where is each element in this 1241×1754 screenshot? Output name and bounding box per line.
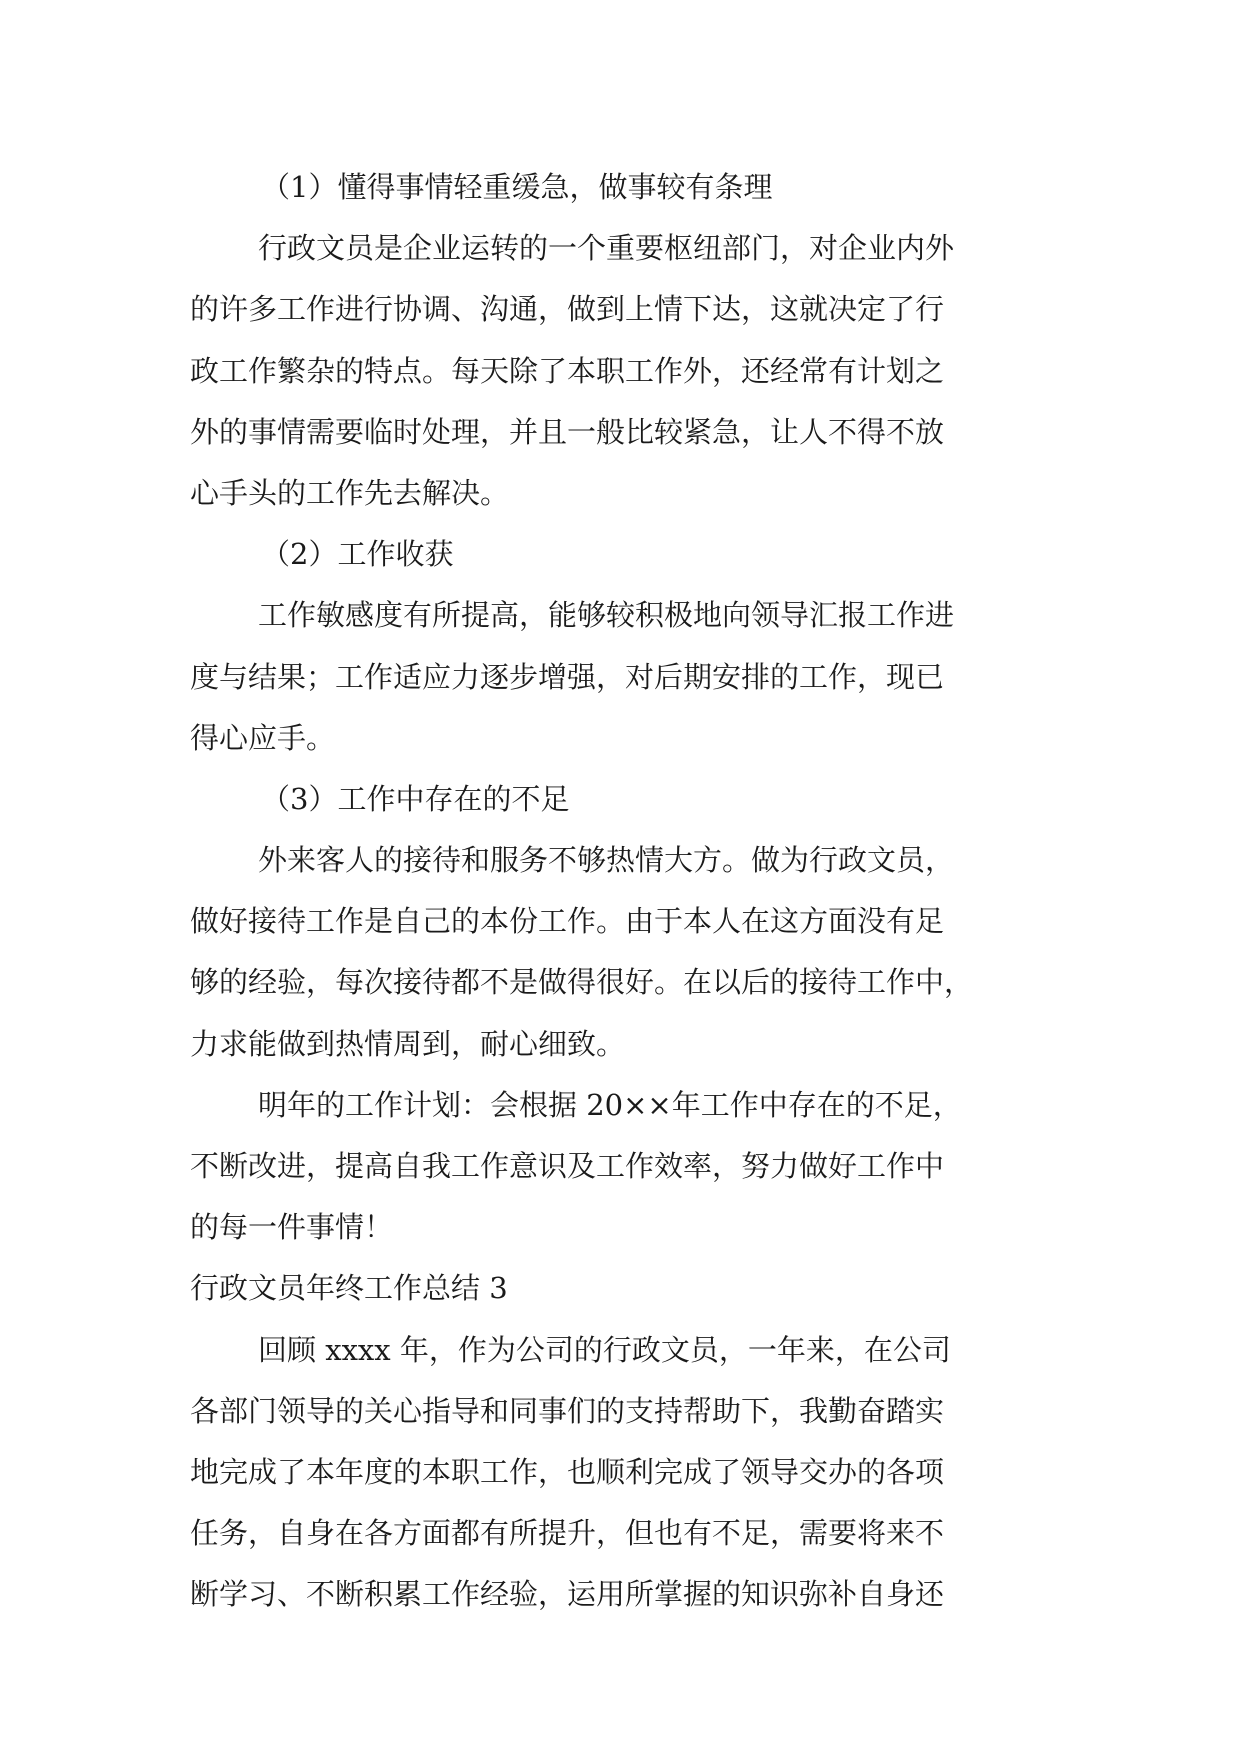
section-title: 行政文员年终工作总结 3 — [190, 1271, 508, 1306]
paragraph-line: 地完成了本年度的本职工作，也顺利完成了领导交办的各项 — [190, 1454, 945, 1489]
paragraph-line: 度与结果；工作适应力逐步增强，对后期安排的工作，现已 — [190, 659, 945, 694]
paragraph-line: 明年的工作计划：会根据 20××年工作中存在的不足， — [258, 1087, 962, 1122]
paragraph-line: 任务，自身在各方面都有所提升，但也有不足，需要将来不 — [190, 1516, 945, 1551]
paragraph-line: 行政文员是企业运转的一个重要枢纽部门，对企业内外 — [258, 231, 955, 266]
paragraph-line: 断学习、不断积累工作经验，运用所掌握的知识弥补自身还 — [190, 1577, 945, 1612]
paragraph-line: 回顾 xxxx 年，作为公司的行政文员，一年来，在公司 — [258, 1332, 951, 1367]
paragraph-line: 外的事情需要临时处理，并且一般比较紧急，让人不得不放 — [190, 414, 945, 449]
paragraph-line: 不断改进，提高自我工作意识及工作效率，努力做好工作中 — [190, 1149, 945, 1183]
paragraph-line: 的每一件事情！ — [190, 1210, 394, 1245]
section-heading-1: （1）懂得事情轻重缓急，做事较有条理 — [261, 170, 773, 204]
paragraph-line: 够的经验，每次接待都不是做得很好。在以后的接待工作中， — [190, 965, 974, 1000]
paragraph-line: 力求能做到热情周到，耐心细致。 — [190, 1026, 626, 1061]
paragraph-line: 各部门领导的关心指导和同事们的支持帮助下，我勤奋踏实 — [190, 1393, 945, 1428]
paragraph-line: 做好接待工作是自己的本份工作。由于本人在这方面没有足 — [190, 904, 945, 939]
paragraph-line: 得心应手。 — [190, 720, 336, 755]
paragraph-line: 外来客人的接待和服务不够热情大方。做为行政文员， — [258, 843, 955, 878]
section-heading-3: （3）工作中存在的不足 — [261, 781, 570, 816]
paragraph-line: 工作敏感度有所提高，能够较积极地向领导汇报工作进 — [258, 598, 955, 633]
section-heading-2: （2）工作收获 — [261, 537, 454, 572]
paragraph-line: 的许多工作进行协调、沟通，做到上情下达，这就决定了行 — [190, 292, 945, 327]
paragraph-line: 心手头的工作先去解决。 — [190, 475, 510, 510]
document-body — [190, 157, 1055, 1626]
paragraph-line: 政工作繁杂的特点。每天除了本职工作外，还经常有计划之 — [190, 353, 945, 388]
